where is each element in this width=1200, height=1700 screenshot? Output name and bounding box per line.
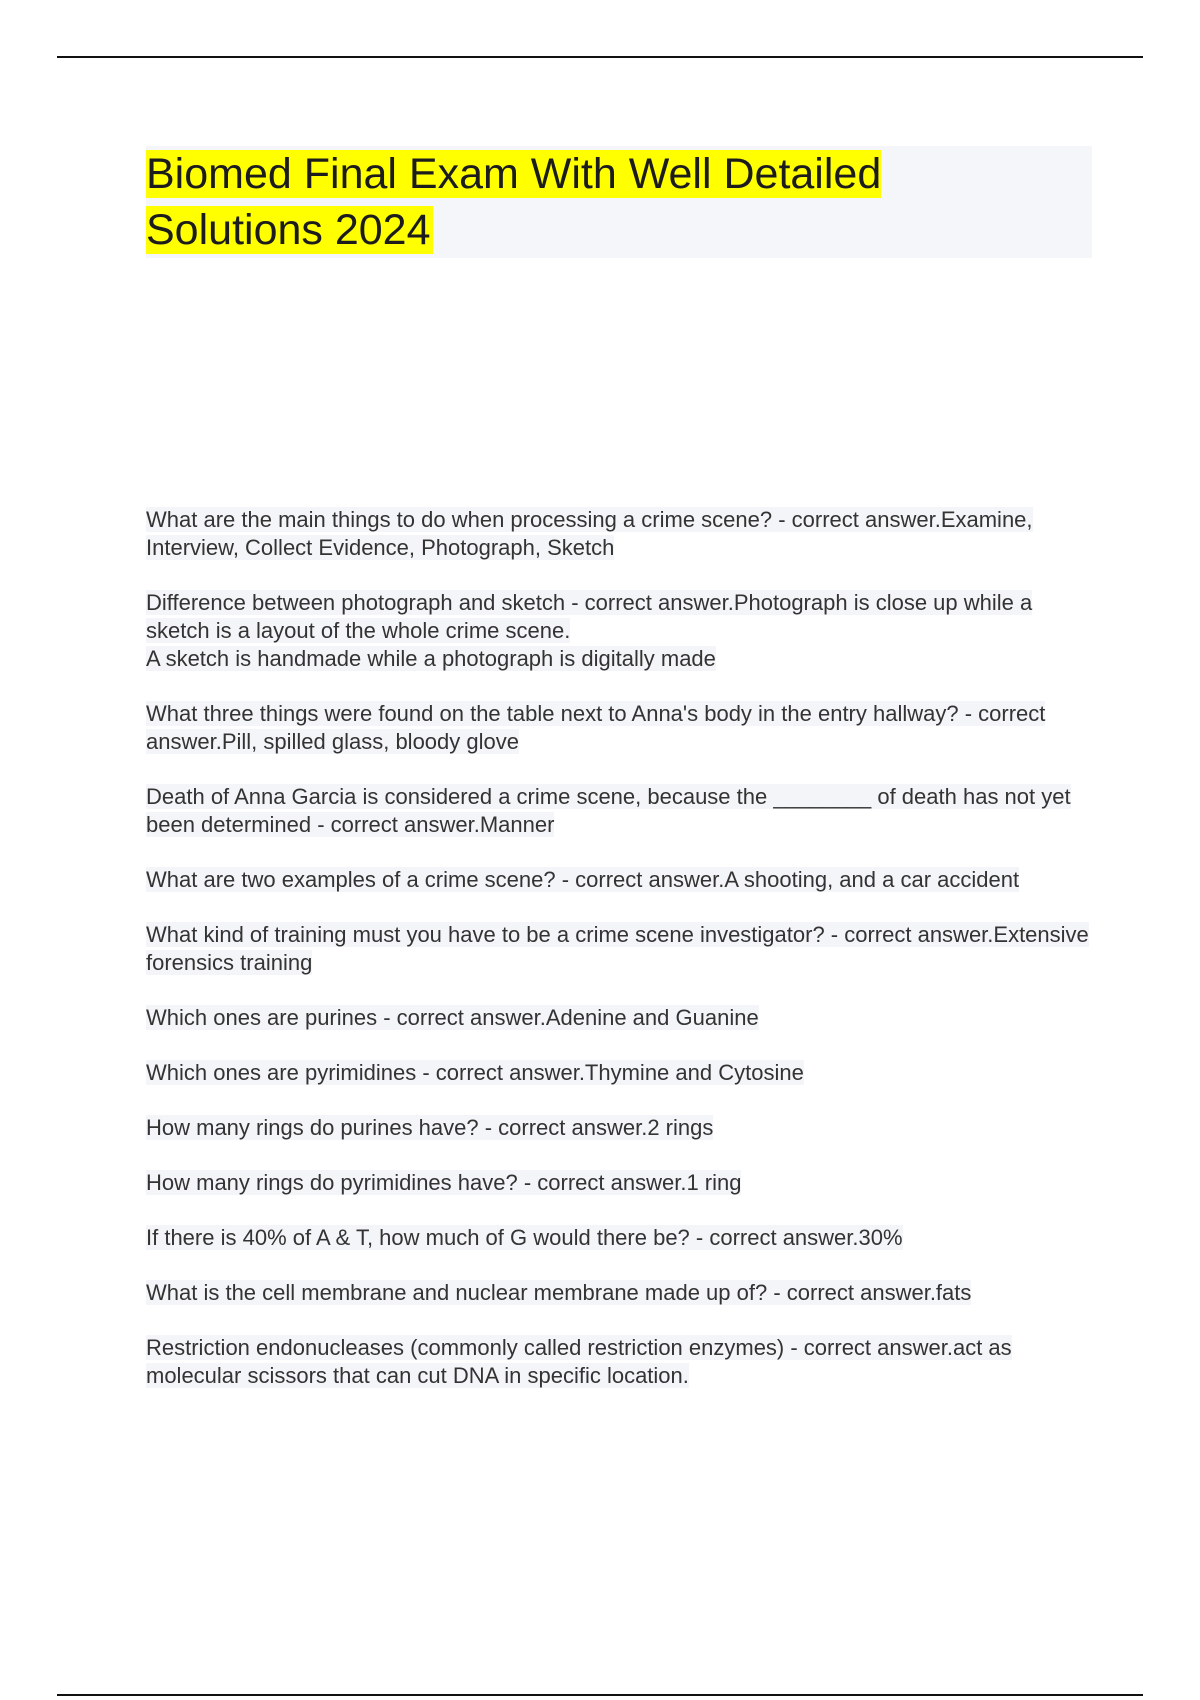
qa-entry: Which ones are pyrimidines - correct answer.Thymine and Cytosine: [146, 1060, 804, 1085]
qa-entry: What are two examples of a crime scene? - correct answer.A shooting, and a car accident: [146, 867, 1020, 892]
qa-entry: Death of Anna Garcia is considered a crime scene, because the ________ of death has not yet been determined - correct answer.Manner: [146, 784, 1071, 837]
qa-entry: Which ones are purines - correct answer.Adenine and Guanine: [146, 1005, 759, 1030]
qa-list: [146, 506, 1092, 1417]
top-divider: [57, 56, 1143, 58]
qa-entry: What three things were found on the table next to Anna's body in the entry hallway? - correct answer.Pill, spilled glass, bloody glove: [146, 701, 1046, 754]
document-title: [146, 146, 1006, 258]
qa-entry: Difference between photograph and sketch - correct answer.Photograph is close up while a sketch is a layout of the whole crime scene. A sketch is handmade while a photograph is digitally made: [146, 590, 1033, 671]
qa-entry: What are the main things to do when processing a crime scene? - correct answer.Examine, Interview, Collect Evidence, Photograph, Sketch: [146, 507, 1033, 560]
title-highlight: Biomed Final Exam With Well Detailed Solutions 2024: [146, 150, 882, 254]
qa-entry: How many rings do purines have? - correct answer.2 rings: [146, 1115, 714, 1140]
qa-entry: What kind of training must you have to be a crime scene investigator? - correct answer.Extensive forensics training: [146, 922, 1089, 975]
qa-entry: Restriction endonucleases (commonly called restriction enzymes) - correct answer.act as molecular scissors that can cut DNA in specific location.: [146, 1335, 1012, 1388]
qa-entry: What is the cell membrane and nuclear membrane made up of? - correct answer.fats: [146, 1280, 972, 1305]
qa-entry: If there is 40% of A & T, how much of G would there be? - correct answer.30%: [146, 1225, 903, 1250]
title-block: [146, 146, 1092, 258]
bottom-divider: [57, 1694, 1143, 1696]
qa-entry: How many rings do pyrimidines have? - correct answer.1 ring: [146, 1170, 742, 1195]
